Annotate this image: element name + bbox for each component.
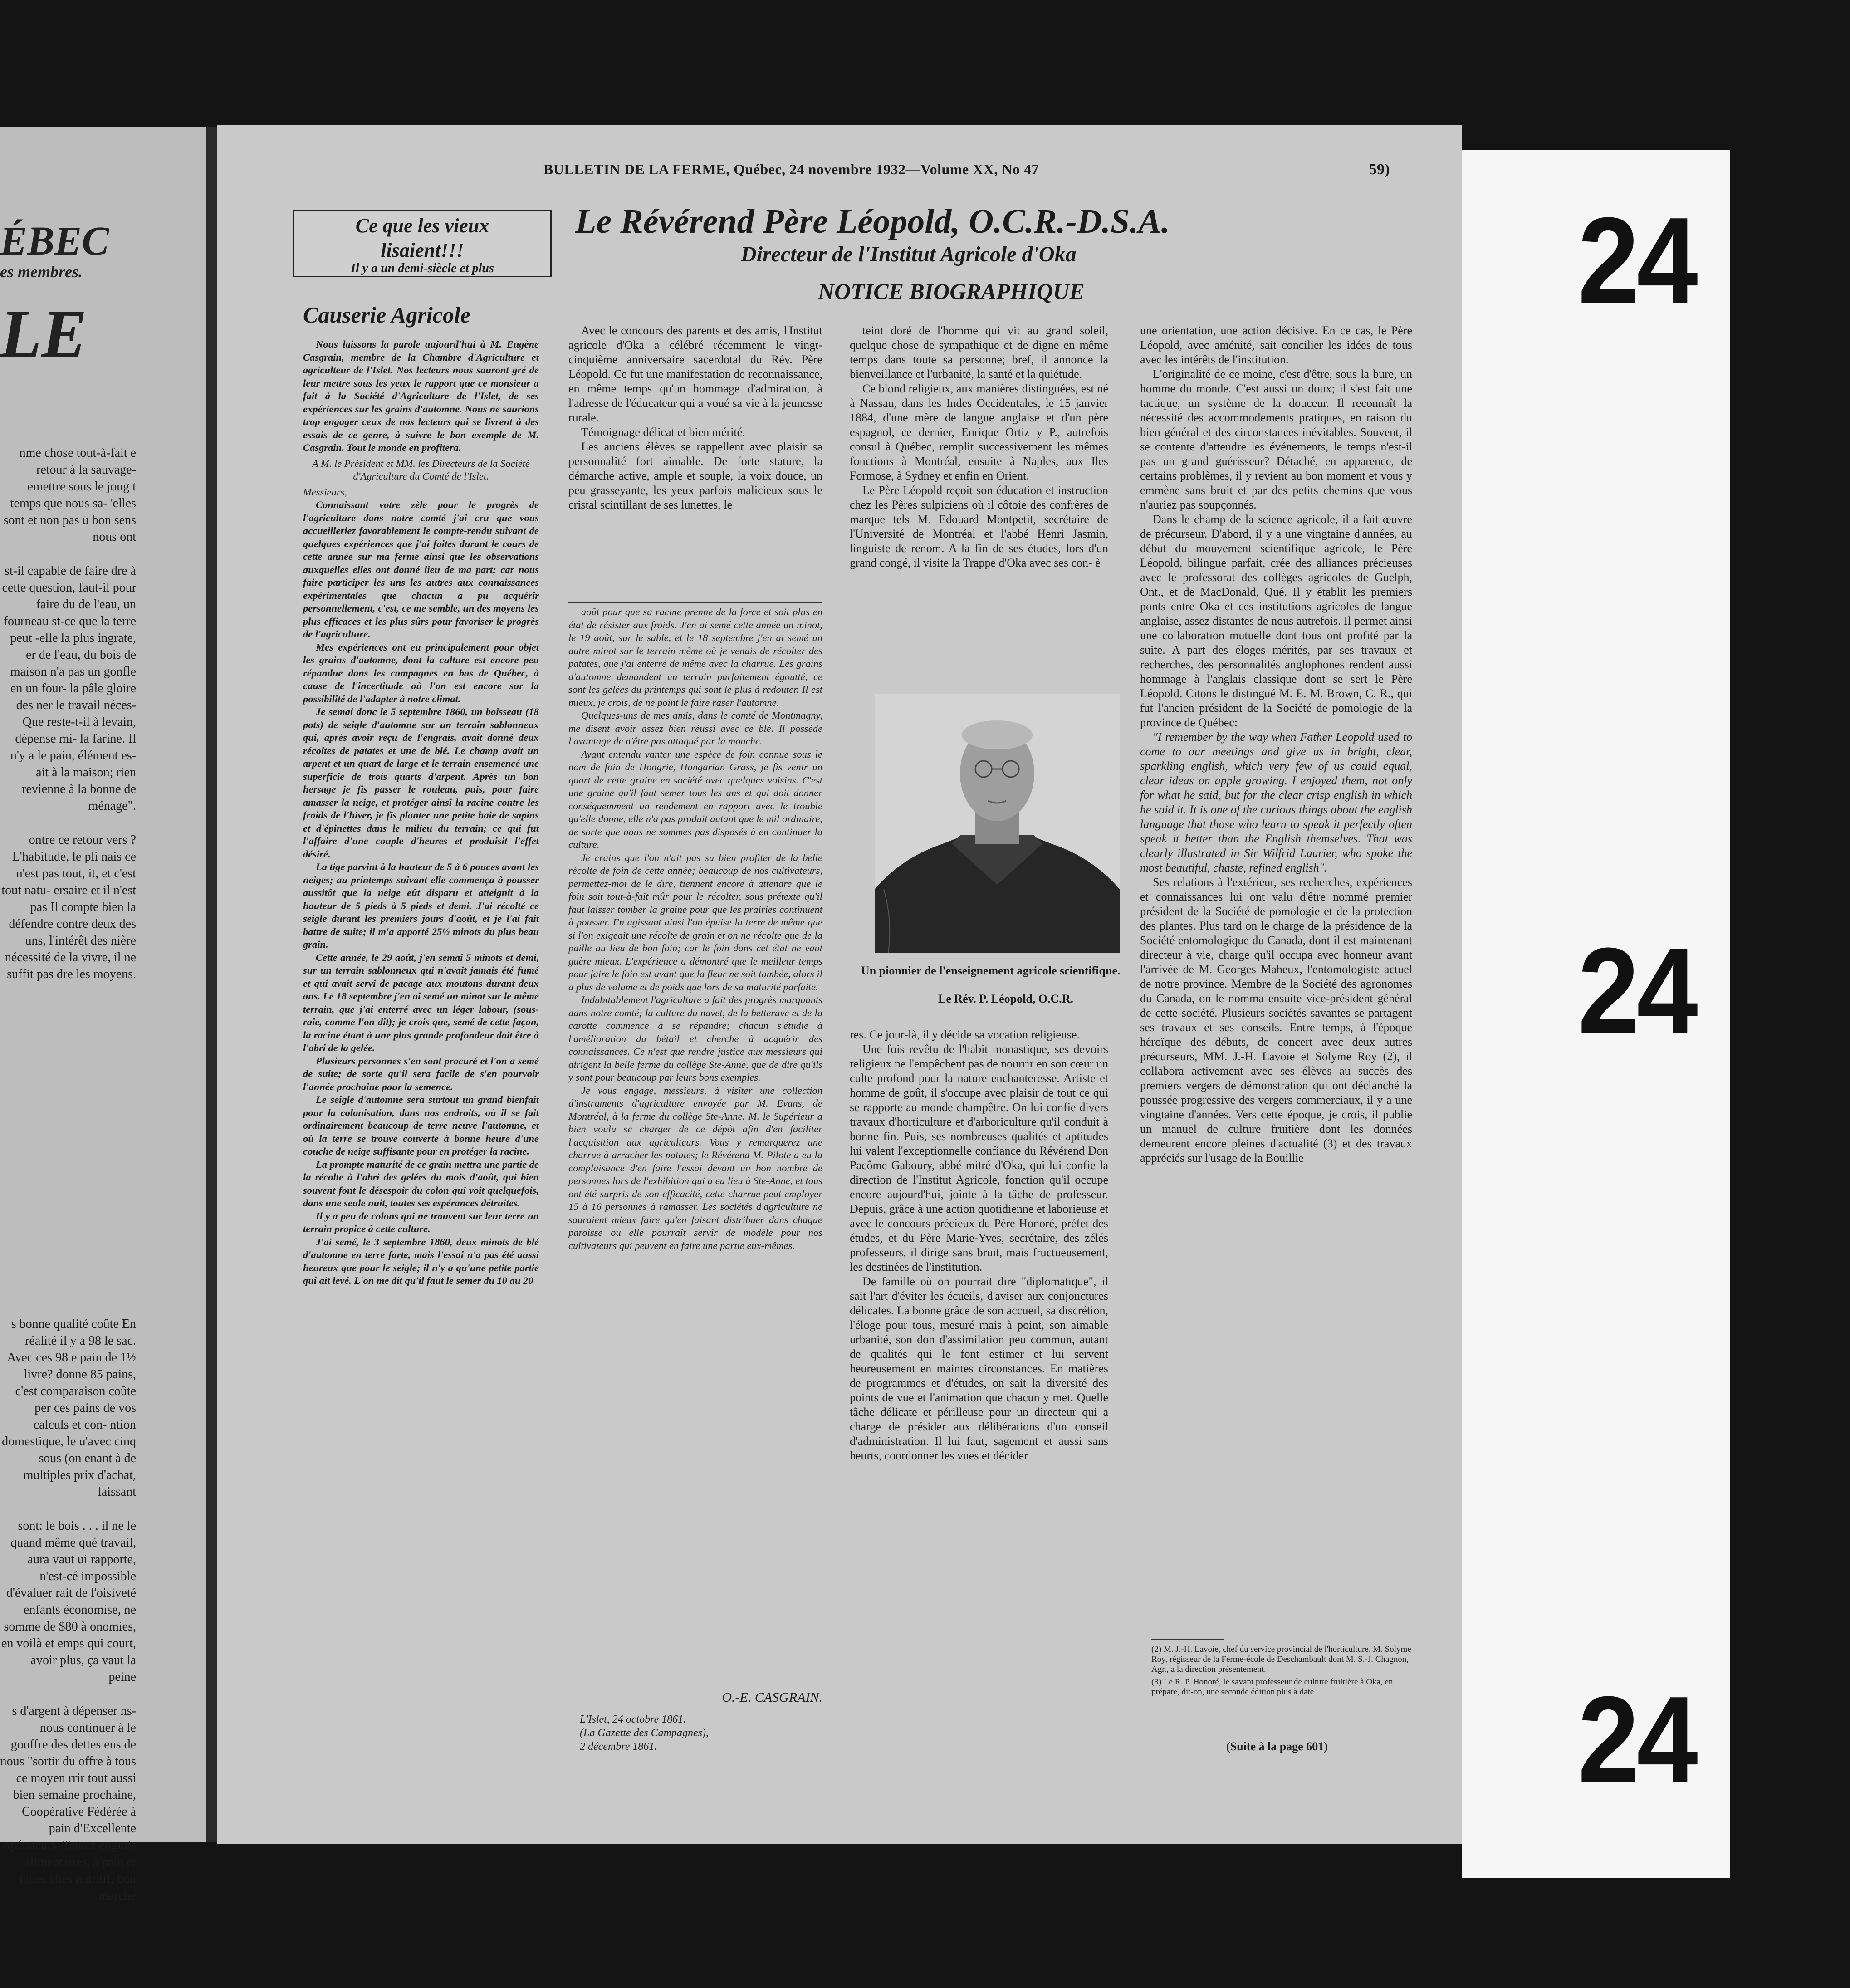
causerie-paragraph: Plusieurs personnes s'en sont procuré et l'on a semé de suite; de sorte qu'il sera facile de s'en pourvoir l'année prochaine pour la semence. (303, 1055, 539, 1092)
article-paragraph: Une fois revêtu de l'habit monastique, ses devoirs religieux ne l'empêchent pas de nourrir en son cœur un culte profond pour la nature enchanteresse. Artiste et homme de goût, il s'occupe avec plaisir de tout ce qui se rapporte au monde champêtre. On lui confie divers travaux d'horticulture et d'arboriculture qu'il conduit à bonne fin. Puis, ses nombreuses qualités et aptitudes lui valent l'exceptionnelle confiance du Révérend Don Pacôme Gaboury, abbé mitré d'Oka, qui lui confie la direction de l'Institut Agricole, fonction qu'il occupe encore aujourd'hui, jointe à la tâche de professeur. Depuis, grâce à une action quotidienne et laborieuse et avec le concours précieux du Père Honoré, préfet des études, et du Père Marie-Yves, secrétaire, des zélés professeurs, il dirige sans bruit, mais fructueusement, les destinées de l'institution. (850, 1043, 1108, 1273)
article-paragraph: De famille où on pourrait dire "diplomatique", il sait l'art d'éviter les écueils, d'aviser aux conjonctures délicates. La bonne grâce de son accueil, sa discrétion, l'éloge pour tous, mesuré mais à point, son aimable urbanité, son don d'assimilation peu commun, autant de qualités qui le font estimer et lui servent heureusement en maintes circonstances. En matières de programmes et d'études, on sait la diversité des points de vue et l'animation que chacun y met. Quelle tâche délicate et périlleuse pour un directeur qui a charge de présider aux délibérations d'un conseil d'administration. Il lui faut, sagement et aussi sans heurts, coordonner les vues et décider (850, 1275, 1108, 1462)
causerie-dateline (580, 1713, 761, 1753)
article-subtitle: Directeur de l'Institut Agricole d'Oka (741, 242, 1077, 266)
article-column-1 (568, 323, 822, 512)
article-title: Le Révérend Père Léopold, O.C.R.-D.S.A. (575, 202, 1170, 240)
left-page-text (0, 445, 136, 1000)
article-section-heading: NOTICE BIOGRAPHIQUE (818, 279, 1085, 304)
photo-caption: Un pionnier de l'enseignement agricole scientifique. (861, 964, 1121, 977)
article-paragraph: Avec le concours des parents et des amis, l'Institut agricole d'Oka a célébré récemment le vingt-cinquième anniversaire sacerdotal du Rév. Père Léopold. Ce fut une manifestation de reconnaissance, en même temps qu'un hommage d'admiration, à l'adresse de l'éducateur qui a voué sa vie à la jeunesse rurale. (568, 324, 822, 424)
footnote: (2) M. J.-H. Lavoie, chef du service provincial de l'horticulture. M. Solyme Roy, régisseur de la Ferme-école de Deschambault dont M. S.-J. Chagnon, Agr., a la direction présentement. (1151, 1645, 1411, 1674)
frame-number-bottom: 24 (1578, 1671, 1696, 1808)
causerie-paragraph: Connaissant votre zèle pour le progrès de l'agriculture dans notre comté j'ai cru que vous accueilleriez favorablement le compte-rendu suivant de quelques expériences que j'ai faites durant le cours de cette année sur ma ferme ainsi que les observations auxquelles elles ont donné lieu de ma part; car nous faire participer les uns les autres aux connaissances expérimentales que chacun a pu acquérir personnellement, c'est, ce me semble, un des moyens les plus efficaces et les plus sûrs pour favoriser le progrès de l'agriculture. (303, 499, 539, 640)
portrait-photo (875, 694, 1120, 953)
causerie-paragraph: Indubitablement l'agriculture a fait des progrès marquants dans notre comté; la culture du navet, de la betterave et de la carotte commence à se répandre; chacun s'étudie à l'amélioration du bétail et cherche à acquérir des connaissances. Ce n'est que rendre justice aux messieurs qui dirigent la belle ferme du collège Ste-Anne, que de dire qu'ils y sont pour beaucoup par leurs bons exemples. (568, 994, 822, 1083)
causerie-signature: O.-E. CASGRAIN. (722, 1690, 822, 1705)
article-paragraph: Ce blond religieux, aux manières distinguées, est né à Nassau, dans les Indes Occidentales, le 15 janvier 1884, d'une mère de langue anglaise et d'un père espagnol, ce dernier, Enrique Ortiz y P., autrefois consul à Québec, remplit successivement les mêmes fonctions à Montréal, ensuite à Naples, aux Iles Formose, à Sydney et enfin en Orient. (850, 382, 1108, 482)
dateline-line: 2 décembre 1861. (580, 1741, 657, 1753)
article-column-2 (850, 323, 1108, 570)
causerie-salutation: Messieurs, (303, 486, 347, 498)
causerie-address: A M. le Président et MM. les Directeurs de la Société d'Agriculture du Comté de l'Islet. (312, 457, 530, 482)
left-page-fragment (0, 127, 206, 1903)
box-line-2: lisaient!!! (381, 239, 464, 261)
left-paragraph: ontre ce retour vers ? L'habitude, le pli nais ce n'est pas tout, it, et c'est tout natu- ersaire et il n'est pas Il compte bien la défendre contre deux des uns, l'intérêt des nière nécessité de la vivre, il ne suffit pas dre les moyens. (1, 833, 136, 981)
causerie-paragraph: Je vous engage, messieurs, à visiter une collection d'instruments d'agriculture envoyée par M. Evans, de Montréal, à la ferme du collège Ste-Anne. M. le Supérieur a bien voulu se charger de ce dépôt afin d'en faciliter l'acquisition aux agriculteurs. Vous y remarquerez une charrue à arracher les patates; le Révérend M. Pilote a eu la complaisance d'en faire l'essai devant un bon nombre de personnes lors de l'exhibition qui a eu lieu à Ste-Anne, et tous ont été surpris de son efficacité, cette charrue peut employer 15 à 16 personnes à ramasser. Les sociétés d'agriculture ne sauraient mieux faire qu'en faisant distribuer dans chaque paroisse ou elle pourrait servir de modèle pour nos cultivateurs qui peuvent en faire une partie eux-mêmes. (568, 1084, 822, 1251)
page-gutter (206, 127, 218, 1842)
left-paragraph: s bonne qualité coûte En réalité il y a 98 le sac. Avec ces 98 e pain de 1½ livre? donne 85 pains, c'est comparaison coûte per ces pains de vos calculs et con- ntion domestique, le u'avec cinq sous (on enant à de multiples prix d'achat, laissant (2, 1317, 136, 1499)
left-paragraph: nme chose tout-à-fait e retour à la sauvage- emettre sous le joug t temps que nous sa- 'elles sont et non pas u bon sens nous ont (3, 446, 136, 544)
sidebar-box (293, 210, 552, 277)
portrait-image (875, 694, 1120, 953)
causerie-paragraph: Je semai donc le 5 septembre 1860, un boisseau (18 pots) de seigle d'automne sur un terrain sablonneux qui, après avoir reçu de l'engrais, avait donné deux récoltes de patates et une de blé. Le champ avait un arpent et un quart de large et le terrain ensemencé une superficie de trois quarts d'arpent. Après un bon hersage je fis passer le rouleau, puis, pour faire amasser la neige, et protéger ainsi la racine contre les froids de l'hiver, je fis planter une petite haie de sapins et d'épinettes dans le milieu du terrain; ce qui fut l'affaire d'une couple d'heures et produisit l'effet désiré. (303, 706, 539, 860)
english-quote: "I remember by the way when Father Leopold used to come to our meetings and give us in bright, clear, sparkling english, which very few of us could equal, clear ideas on apple growing. I enjoyed them, not only for what he said, but for the clear crisp english in which he said it. It is one of the curious things about the english language that those who learn to speak it perfectly often speak it better than the English themselves. That was clearly illustrated in Sir Wilfrid Laurier, who spoke the most beautiful, chaste, refined english". (1140, 730, 1412, 874)
left-subhead: es membres. (0, 263, 83, 281)
dateline-line: (La Gazette des Campagnes), (580, 1727, 709, 1739)
page-number: 59) (1369, 161, 1390, 178)
causerie-title: Causerie Agricole (303, 302, 470, 328)
causerie-paragraph: Le seigle d'automne sera surtout un grand bienfait pour la colonisation, dans nos endroits, où il se fait ordinairement beaucoup de terre neuve l'automne, et où la terre se trouve couverte à bonne heure d'une couche de neige suffisante pour en protéger la racine. (303, 1094, 539, 1157)
newspaper-page (217, 125, 1462, 1844)
article-paragraph: Les anciens élèves se rappellent avec plaisir sa personnalité fort aimable. De forte stature, la démarche active, ample et souple, la voix douce, un peu grasseyante, les yeux parfois malicieux sous le cristal scintillant de ses lunettes, le (568, 440, 822, 511)
article-paragraph: res. Ce jour-là, il y décide sa vocation religieuse. (850, 1028, 1080, 1041)
causerie-paragraph: août pour que sa racine prenne de la force et soit plus en état de résister aux froids. J'en ai semé cette année un minot, le 19 août, sur le sable, et le 18 septembre j'en ai semé un autre minot sur le terrain même où je venais de récolter des patates, que j'ai enterré de même avec la charrue. Les grains d'automne demandent un terrain parfaitement égoutté, ce sont les gelées du printemps qui sont le plus à redouter. Il est mieux, je crois, de ne point le faire raser l'automne. (568, 606, 822, 708)
causerie-paragraph: Mes expériences ont eu principalement pour objet les grains d'automne, dont la culture est encore peu répandue dans les campagnes en bas de Québec, à cause de l'incertitude où l'on est encore sur la possibilité de l'adapter à notre climat. (303, 641, 539, 705)
causerie-continued-column (568, 606, 822, 1252)
column-rule (568, 602, 822, 603)
article-paragraph: Témoignage délicat et bien mérité. (581, 426, 745, 439)
footnote: (3) Le R. P. Honoré, le savant professeur de culture fruitière à Oka, en prépare, dit-on, une seconde édition plus à date. (1151, 1677, 1393, 1697)
footnotes (1151, 1645, 1414, 1697)
causerie-column (303, 338, 539, 1288)
box-line-3: Il y a un demi-siècle et plus (351, 261, 494, 275)
left-headline: ÉBEC (0, 219, 109, 264)
causerie-paragraph: La prompte maturité de ce grain mettra une partie de la récolte à l'abri des gelées du mois d'août, qui bien souvent font le désespoir du colon qui voit quelquefois, dans une seule nuit, toutes ses espérances détruites. (303, 1158, 539, 1209)
photo-credit: Le Rév. P. Léopold, O.C.R. (938, 992, 1074, 1005)
box-line-1: Ce que les vieux (355, 215, 489, 237)
article-paragraph: teint doré de l'homme qui vit au grand soleil, quelque chose de sympathique et de digne en même temps dans toute sa personne; bref, il annonce la bienveillance et l'urbanité, la santé et la quiétude. (850, 324, 1108, 381)
causerie-paragraph: Je crains que l'on n'ait pas su bien profiter de la belle récolte de foin de cette année; beaucoup de nos cultivateurs, permettez-moi de le dire, tiennent encore à attendre que le foin soit tout-à-fait mûr pour le récolter, sous prétexte qu'il faut laisser tomber la graine pour que les prairies continuent à pousser. En agissant ainsi l'on épuise la terre de même que si l'on exigeait une récolte de grain et on ne récolte que de la paille au lieu de bon foin; car le foin dans cet état ne vaut guère mieux. L'expérience a démontré que le meilleur temps pour faire le foin est avant que la fleur ne soit tombée, alors il a plus de volume et de poids que lors de sa maturité parfaite. (568, 852, 822, 993)
dateline-line: L'Islet, 24 octobre 1861. (580, 1714, 686, 1725)
causerie-paragraph: La tige parvint à la hauteur de 5 à 6 pouces avant les neiges; au printemps suivant elle commença à pousser aussitôt que la neige eût disparu et atteignit à la hauteur de 5 pieds à 5 pieds et demi. J'ai récolté ce seigle durant les premiers jours d'août, et je l'ai fait battre de suite; il m'a apporté 25½ minots du plus beau grain. (303, 861, 539, 950)
causerie-paragraph: Quelques-uns de mes amis, dans le comté de Montmagny, me disent avoir assez bien réussi avec ce blé. Il possède l'avantage de n'être pas attaqué par la mouche. (568, 710, 822, 747)
left-paragraph: s d'argent à dépenser ns-nous continuer à le gouffre des dettes ens de nous "sortir du offre à tous ce moyen rrir tout aussi bien semaine prochaine, Coopérative Fédérée à pain d'Excellente opérateurs. Tentez engrais alimentaires, à pain et faites chés nutritif, bon marché (0, 1704, 136, 1903)
article-column-2-continued (850, 1028, 1108, 1463)
article-paragraph: une orientation, une action décisive. En ce cas, le Père Léopold, avec aménité, sait concilier les idées de tous avec les intérêts de l'institution. (1140, 324, 1412, 366)
article-paragraph: Ses relations à l'extérieur, ses recherches, expériences et connaissances lui ont valu d'être nommé premier président de la Société de pomologie et de la protection des plantes. Plus tard on le charge de la présidence de la Société entomologique du Canada, dont il est maintenant directeur à vie, charge qu'il occupa avec honneur avant l'arrivée de M. Georges Maheux, l'entomologiste actuel de notre province. Membre de la Société des agronomes du Canada, on le nomma ensuite vice-président général de cette société. Plusieurs sociétés savantes se partagent ses travaux et ses conseils. Entre temps, à l'époque héroïque des débuts, de concert avec deux autres précurseurs, MM. J.-H. Lavoie et Solyme Roy (2), il collabora activement avec ses élèves au succès des premiers vergers de démonstration qui ont déclanché la poussée progressive des vergers commerciaux, il y a une vingtaine d'années. Vers cette époque, je crois, il publie un manuel de culture fruitière dont les données demeurent encore pleines d'actualité (3) et des travaux appréciés sur l'usage de la Bouillie (1140, 876, 1412, 1165)
left-page-text-lower (0, 1316, 136, 1921)
left-paragraph: st-il capable de faire dre à cette question, faut-il pour faire du de l'eau, un fourneau st-ce que la terre peut -elle la plus ingrate, er de l'eau, du bois de maison n'a pas un gonfle en un four- la pâle gloire des ner le travail néces- Que reste-t-il à levain, dépense mi- la farine. Il n'y a le pain, élément es- ait à la maison; rien revienne à la bonne de ménage". (2, 564, 136, 813)
article-paragraph: Le Père Léopold reçoit son éducation et instruction chez les Pères sulpiciens où il côtoie des confrères de marque tels M. Edouard Montpetit, secrétaire de l'Université de Montréal et l'abbé Henri Jasmin, linguiste de renom. A la fin de ses études, lors d'un grand congé, il visite la Trappe d'Oka avec ses con- è (850, 484, 1108, 569)
frame-number-middle: 24 (1578, 923, 1696, 1059)
continuation-note: (Suite à la page 601) (1226, 1740, 1328, 1753)
left-big-letters: LE (0, 296, 87, 372)
running-header: BULLETIN DE LA FERME, Québec, 24 novembre 1932—Volume XX, No 47 (543, 161, 1039, 177)
causerie-intro: Nous laissons la parole aujourd'hui à M. Eugène Casgrain, membre de la Chambre d'Agriculture et agriculteur de l'Islet. Nos lecteurs nous sauront gré de leur mettre sous les yeux le rapport que ce monsieur a fait à la Société d'Agriculture de l'Islet, de ses expériences sur les grains d'automne. Nous ne saurions trop engager ceux de nos lecteurs qui se livrent à des essais de ce genre, à suivre le bon exemple de M. Casgrain. Tout le monde en profitera. (303, 338, 539, 453)
causerie-paragraph: Il y a peu de colons qui ne trouvent sur leur terre un terrain propice à cette culture. (303, 1210, 539, 1234)
causerie-paragraph: Cette année, le 29 août, j'en semai 5 minots et demi, sur un terrain sablonneux qui n'avait jamais été fumé et qui avait servi de pacage aux moutons durant deux ans. Le 18 septembre j'en ai semé un minot sur le même terrain, que j'ai enterré avec un léger labour, (sous-raie, comme l'on dit); je crois que, semé de cette façon, la racine étant à une plus grande profondeur doit être à l'abri de la gelée. (303, 951, 539, 1053)
footnote-rule (1151, 1639, 1224, 1640)
article-column-3 (1140, 323, 1412, 1165)
article-paragraph: Dans le champ de la science agricole, il a fait œuvre de précurseur. D'abord, il y a une vingtaine d'années, au début du mouvement scientifique agricole, le Père Léopold, bilingue parfait, crée des alliances précieuses avec le professorat des collèges agricoles de Guelph, Ont., et de MacDonald, Qué. Il y établit les premiers ponts entre Oka et ces institutions agricoles de langue anglaise, assez distantes de nous autrefois. Il permet ainsi une collaboration mutuelle dont tous ont profité par la suite. A part des éloges mérités, par ses travaux et recherches, des personnalités anglophones rendent aussi hommage à l'anglais classique dont se sert le Père Léopold. Citons le distingué M. E. M. Brown, C. R., qui fut l'ancien président de la Société de pomologie de la province de Québec: (1140, 513, 1412, 729)
frame-number-top: 24 (1578, 192, 1696, 329)
causerie-paragraph: J'ai semé, le 3 septembre 1860, deux minots de blé d'automne en terre forte, mais l'essai n'a pas été aussi heureux que pour le seigle; il n'y a qu'une petite partie qui ait levé. L'on me dit qu'il faut le semer du 10 au 20 (303, 1236, 539, 1286)
causerie-paragraph: Ayant entendu vanter une espèce de foin connue sous le nom de foin de Hongrie, Hungarian Grass, je fis venir un quart de cette graine en société avec quelques voisins. C'est une graine qu'il faut semer tous les ans et qui doit donner conséquemment un rendement en rapport avec le trouble qu'elle donne, elle n'a pas produit autant que le mil ordinaire, de sorte que nous ne sommes pas disposés à en continuer la culture. (568, 748, 822, 850)
article-paragraph: L'originalité de ce moine, c'est d'être, sous la bure, un homme du monde. C'est aussi un doux; il s'est fait une tactique, un système de la douceur. Il reconnaît la nécessité des accommodements pratiques, en raison du bien général et des circonstances inévitables. Souvent, il se contente d'attendre les événements, le temps n'est-il pas un grand guérisseur? Détaché, en apparence, de certains problèmes, il y revient au bon moment et vous y emmène sans bruit et par des petits chemins que vous n'auriez pas soupçonnés. (1140, 367, 1412, 511)
left-paragraph: sont: le bois . . . il ne le quand même qué travail, aura vaut ui rapporte, n'est-cé impossible d'évaluer rait de l'oisiveté enfants économise, ne somme de $80 à onomies, en voilà et emps qui court, avoir plus, ça vaut la peine (1, 1519, 136, 1684)
